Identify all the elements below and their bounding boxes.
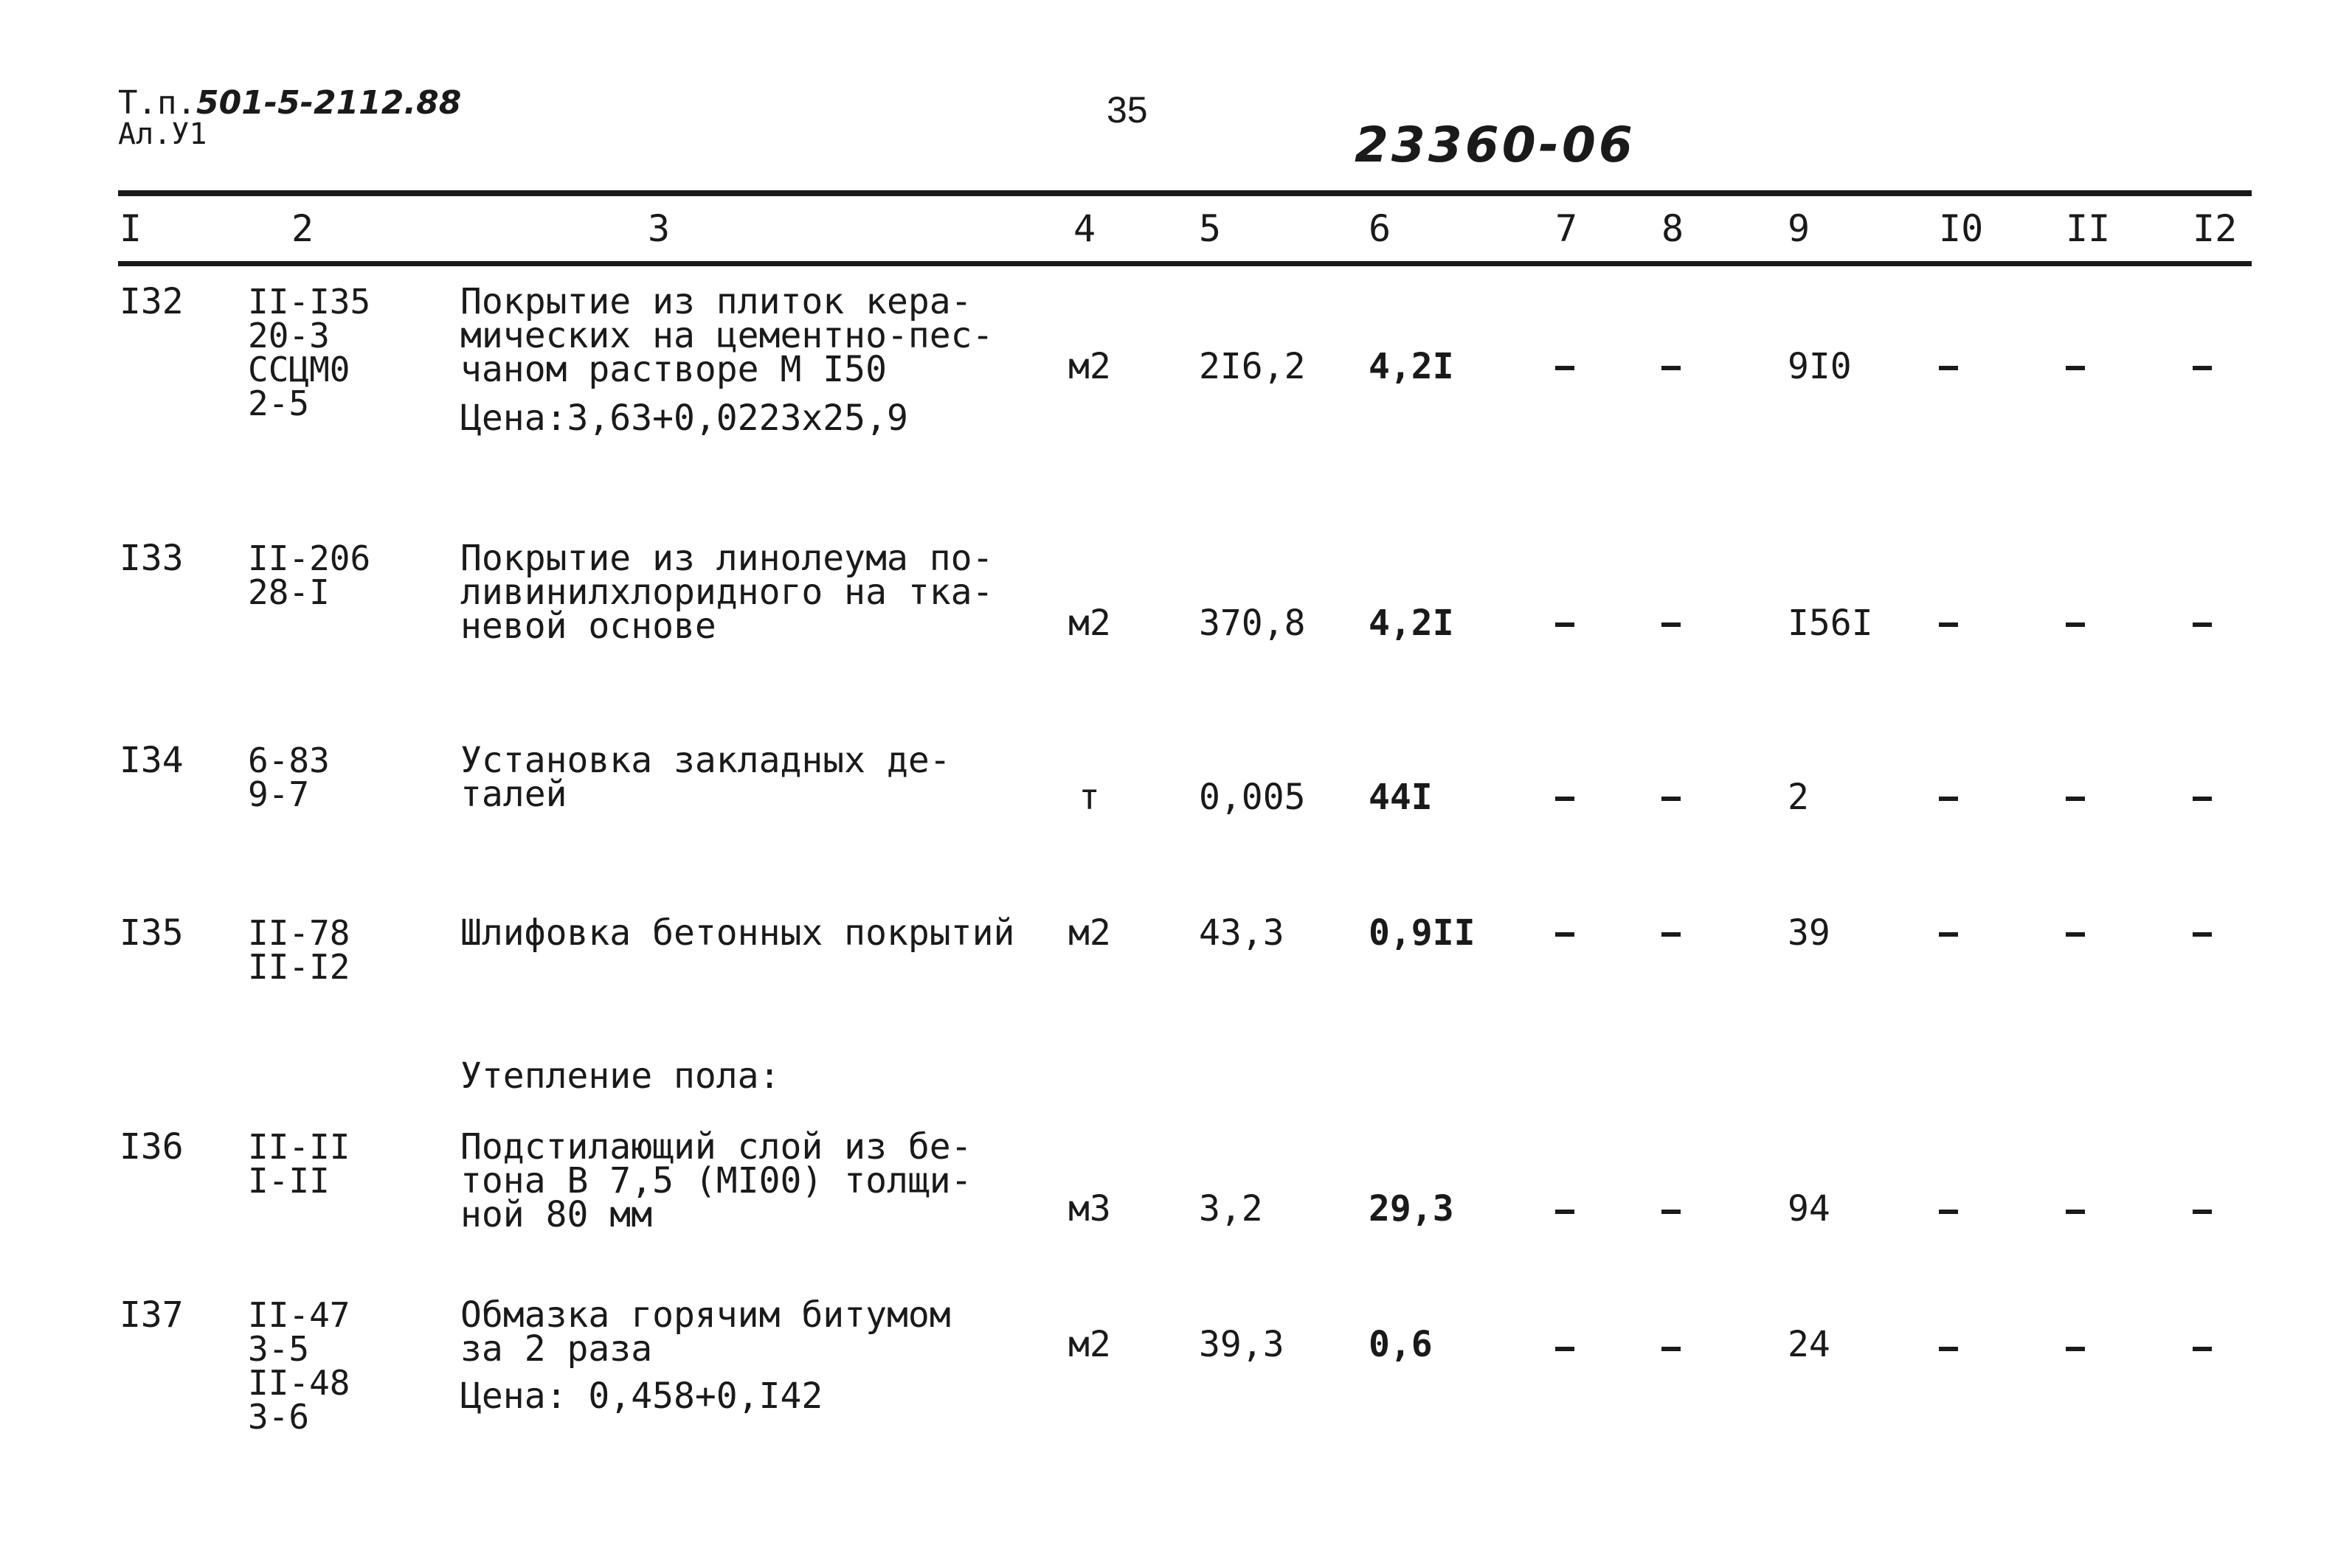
dash-col11 <box>2066 932 2085 937</box>
quantity: 39,3 <box>1199 1324 1284 1365</box>
dash-col7 <box>1555 1347 1574 1351</box>
dash-col10 <box>1939 366 1958 370</box>
col6-value: 0,9II <box>1369 912 1476 954</box>
unit: м2 <box>1068 346 1111 387</box>
column-header-4: 4 <box>1073 207 1096 250</box>
unit: м2 <box>1068 603 1111 644</box>
quantity: 2I6,2 <box>1199 346 1306 387</box>
dash-col7 <box>1555 932 1574 937</box>
column-header-9: 9 <box>1788 207 1810 250</box>
column-header-12: I2 <box>2193 207 2238 250</box>
dash-col10 <box>1939 932 1958 937</box>
col9-value: 2 <box>1788 777 1809 818</box>
unit: т <box>1079 777 1100 818</box>
work-description <box>460 538 994 647</box>
row-number: I32 <box>120 281 184 322</box>
dash-col7 <box>1555 797 1574 801</box>
col6-value: 4,2I <box>1369 346 1454 387</box>
column-header-8: 8 <box>1661 207 1684 250</box>
col6-value: 4,2I <box>1369 603 1454 644</box>
norm-codes <box>248 1127 350 1201</box>
description-line: Покрытие из плиток кера- <box>460 281 972 322</box>
work-description <box>460 912 1015 954</box>
table-header-rule <box>118 261 2252 266</box>
description-line: Подстилающий слой из бе- <box>460 1126 972 1168</box>
row-number: I37 <box>120 1294 184 1336</box>
description-line: за 2 раза <box>460 1328 653 1370</box>
column-header-6: 6 <box>1369 207 1391 250</box>
norm-codes <box>248 1295 350 1437</box>
dash-col8 <box>1661 1210 1681 1214</box>
col6-value: 44I <box>1369 777 1433 818</box>
work-description <box>460 1126 972 1235</box>
dash-col12 <box>2193 1347 2212 1351</box>
dash-col12 <box>2193 366 2212 370</box>
table-top-rule <box>118 190 2252 196</box>
dash-col12 <box>2193 797 2212 801</box>
unit: м2 <box>1068 912 1111 954</box>
col6-value: 29,3 <box>1369 1188 1454 1229</box>
work-description <box>460 740 951 815</box>
col9-value: 9I0 <box>1788 346 1852 387</box>
description-line: мических на цементно-пес- <box>460 315 994 356</box>
quantity: 0,005 <box>1199 777 1306 818</box>
col9-value: I56I <box>1788 603 1873 644</box>
description-line: Покрытие из линолеума по- <box>460 538 994 579</box>
norm-codes <box>248 538 371 612</box>
description-line: Шлифовка бетонных покрытий <box>460 912 1015 954</box>
dash-col8 <box>1661 932 1681 937</box>
dash-col11 <box>2066 797 2085 801</box>
work-description <box>460 281 994 390</box>
norm-code: II-I2 <box>248 947 350 987</box>
description-line: Обмазка горячим битумом <box>460 1294 951 1336</box>
column-header-3: 3 <box>648 207 671 250</box>
dash-col10 <box>1939 622 1958 627</box>
norm-code: 20-3 <box>248 316 330 355</box>
norm-code: ССЦМ0 <box>248 350 350 389</box>
sheet-label: Ал.У1 <box>118 117 207 151</box>
row-number: I36 <box>120 1126 184 1168</box>
col9-value: 94 <box>1788 1188 1830 1229</box>
dash-col11 <box>2066 1347 2085 1351</box>
dash-col8 <box>1661 366 1681 370</box>
norm-code: II-II <box>248 1127 350 1167</box>
description-line: Установка закладных де- <box>460 740 951 781</box>
norm-code: 9-7 <box>248 774 310 814</box>
description-line: тона В 7,5 (МI00) толщи- <box>460 1160 972 1201</box>
dash-col12 <box>2193 1210 2212 1214</box>
norm-code: 28-I <box>248 572 330 612</box>
description-line: ливинилхлоридного на тка- <box>460 572 994 613</box>
dash-col11 <box>2066 622 2085 627</box>
col6-value: 0,6 <box>1369 1324 1433 1365</box>
column-header-11: II <box>2066 207 2111 250</box>
norm-code: I-II <box>248 1161 330 1201</box>
dash-col8 <box>1661 1347 1681 1351</box>
document-number: 23360-06 <box>1355 117 1636 173</box>
unit: м2 <box>1068 1324 1111 1365</box>
norm-codes <box>248 282 371 423</box>
norm-code: II-48 <box>248 1363 350 1403</box>
dash-col7 <box>1555 1210 1574 1214</box>
dash-col10 <box>1939 1210 1958 1214</box>
dash-col8 <box>1661 622 1681 627</box>
row-number: I33 <box>120 538 184 579</box>
description-line: чаном растворе М I50 <box>460 349 887 390</box>
norm-code: II-47 <box>248 1295 350 1335</box>
norm-code: 3-6 <box>248 1397 310 1437</box>
series-prefix: Т.п. <box>118 84 196 122</box>
row-number: I34 <box>120 740 184 781</box>
norm-code: 6-83 <box>248 740 330 780</box>
col9-value: 39 <box>1788 912 1830 954</box>
dash-col11 <box>2066 1210 2085 1214</box>
dash-col10 <box>1939 797 1958 801</box>
dash-col12 <box>2193 622 2212 627</box>
series-code: 501-5-2112.88 <box>196 84 462 122</box>
column-header-10: I0 <box>1939 207 1984 250</box>
price-formula: Цена: 0,458+0,I42 <box>460 1376 823 1417</box>
dash-col12 <box>2193 932 2212 937</box>
series-label <box>118 84 462 122</box>
column-header-1: I <box>120 207 142 250</box>
column-header-7: 7 <box>1555 207 1578 250</box>
page-number: 35 <box>1107 89 1148 131</box>
work-description <box>460 1294 951 1370</box>
dash-col10 <box>1939 1347 1958 1351</box>
description-line: невой основе <box>460 606 716 647</box>
quantity: 3,2 <box>1199 1188 1263 1229</box>
description-line: ной 80 мм <box>460 1194 653 1235</box>
section-heading: Утепление пола: <box>460 1055 781 1097</box>
column-header-2: 2 <box>291 207 314 250</box>
unit: м3 <box>1068 1188 1111 1229</box>
col9-value: 24 <box>1788 1324 1830 1365</box>
dash-col7 <box>1555 366 1574 370</box>
dash-col8 <box>1661 797 1681 801</box>
column-header-5: 5 <box>1199 207 1222 250</box>
dash-col7 <box>1555 622 1574 627</box>
row-number: I35 <box>120 912 184 954</box>
norm-codes <box>248 913 350 987</box>
price-formula: Цена:3,63+0,0223x25,9 <box>460 398 908 439</box>
quantity: 370,8 <box>1199 603 1306 644</box>
norm-code: 2-5 <box>248 384 310 423</box>
norm-code: II-78 <box>248 913 350 953</box>
dash-col11 <box>2066 366 2085 370</box>
description-line: талей <box>460 774 567 815</box>
norm-code: II-I35 <box>248 282 371 322</box>
quantity: 43,3 <box>1199 912 1284 954</box>
norm-code: 3-5 <box>248 1329 310 1369</box>
norm-codes <box>248 740 330 814</box>
norm-code: II-206 <box>248 538 371 578</box>
